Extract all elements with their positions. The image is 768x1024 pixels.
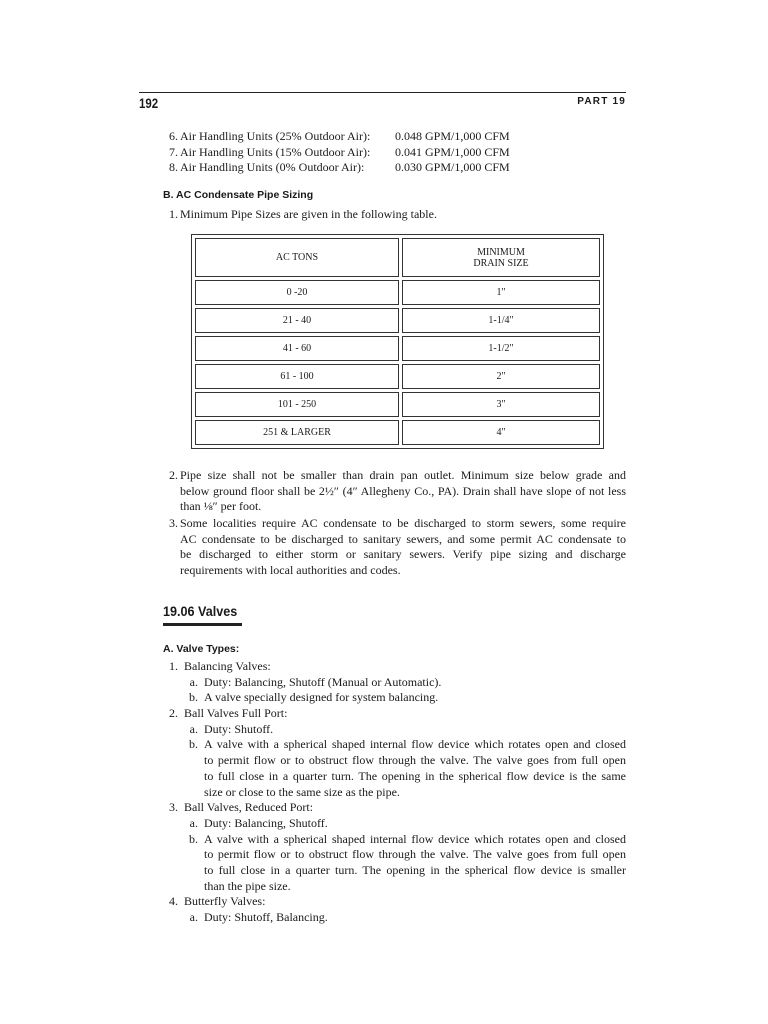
section-title: 19.06 Valves	[163, 603, 238, 619]
part-label: PART 19	[577, 96, 626, 107]
table-cell: 4"	[402, 420, 600, 445]
text-line: A valve with a spherical shaped internal flow device which rotates open and closed	[204, 831, 626, 846]
table-header-row	[195, 238, 600, 277]
table-row	[195, 420, 600, 445]
text-line: size or close to the same size as the pipe.	[204, 784, 400, 799]
table-row	[195, 280, 600, 305]
item-label: Air Handling Units (15% Outdoor Air):	[180, 144, 371, 159]
column-header: AC TONS	[195, 238, 399, 277]
text-line: be discharged to either storm or sanitary sewers. Verify pipe sizing and discharge	[180, 547, 626, 562]
table-cell: 1-1/2"	[402, 336, 600, 361]
item-value: 0.048 GPM/1,000 CFM	[395, 129, 510, 143]
text-line-row	[162, 863, 626, 879]
sub-item	[162, 675, 626, 691]
text-line: Duty: Shutoff, Balancing.	[204, 910, 328, 924]
sub-item-letter: b.	[189, 831, 198, 846]
table-cell: 2"	[402, 364, 600, 389]
table-cell: 0 -20	[195, 280, 399, 305]
item-title: Ball Valves, Reduced Port:	[184, 800, 314, 815]
table-row	[195, 364, 600, 389]
text-line: to permit flow or to obstruct flow through the valve. The valve goes from full open	[204, 847, 626, 862]
drain-size-table	[191, 234, 604, 449]
table-row	[195, 336, 600, 361]
column-header-line: DRAIN SIZE	[473, 257, 529, 269]
table-cell: 41 - 60	[195, 336, 399, 361]
item-number: 2.	[169, 706, 178, 721]
item-title: Butterfly Valves:	[184, 894, 266, 909]
item-number: 1.	[169, 659, 178, 673]
page-number: 192	[139, 95, 159, 111]
sub-item	[162, 722, 626, 738]
item-number: 7.	[169, 144, 178, 159]
sub-item-letter: a.	[189, 674, 198, 689]
table-cell: 101 - 250	[195, 392, 399, 417]
text-line: than ⅛″ per foot.	[180, 499, 262, 514]
item-text: Minimum Pipe Sizes are given in the following table.	[180, 207, 437, 221]
text-line: Duty: Shutoff.	[204, 721, 274, 736]
table-cell: 1"	[402, 280, 600, 305]
text-line: AC condensate to be discharged to sanitary sewers, and some permit AC condensate to	[180, 531, 626, 546]
text-line: Some localities require AC condensate to be discharged to storm sewers, some require	[180, 516, 626, 530]
list-item	[162, 659, 626, 675]
sub-item-letter: b.	[189, 690, 198, 705]
sub-item-letter: a.	[189, 721, 198, 736]
text-line: A valve with a spherical shaped internal flow device which rotates open and closed	[204, 737, 626, 752]
text-line: Duty: Balancing, Shutoff (Manual or Automatic).	[204, 674, 442, 689]
page-header	[139, 92, 626, 113]
item-value: 0.030 GPM/1,000 CFM	[395, 160, 510, 175]
sub-item-letter: a.	[189, 910, 198, 924]
text-line: to full close in a quarter turn. The opening in the spherical flow device is smaller	[204, 862, 626, 877]
text-line: A valve specially designed for system balancing.	[204, 690, 439, 705]
text-line: Duty: Balancing, Shutoff.	[204, 815, 328, 830]
item-title: Ball Valves Full Port:	[184, 706, 288, 721]
table-cell: 1-1/4"	[402, 308, 600, 333]
item-number: 2.	[169, 468, 178, 482]
item-number: 3.	[169, 800, 178, 815]
table-cell: 61 - 100	[195, 364, 399, 389]
item-label: Air Handling Units (0% Outdoor Air):	[180, 160, 365, 175]
text-line-row	[162, 769, 626, 785]
sub-item	[162, 832, 626, 848]
item-title: Balancing Valves:	[184, 659, 271, 673]
item-number: 8.	[169, 160, 178, 175]
table-row	[195, 308, 600, 333]
sub-item	[162, 737, 626, 753]
table-cell: 3"	[402, 392, 600, 417]
text-line: requirements with local authorities and codes.	[180, 563, 401, 578]
list-item	[162, 800, 626, 816]
text-line-row	[162, 785, 626, 801]
text-line-row	[162, 879, 626, 895]
sub-item	[162, 910, 626, 926]
sub-item	[162, 816, 626, 832]
text-line: below ground floor shall be 2½″ (4″ Allegheny Co., PA). Drain shall have slope of not less	[180, 483, 626, 498]
table-cell: 21 - 40	[195, 308, 399, 333]
table-cell: 251 & LARGER	[195, 420, 399, 445]
text-line-row	[162, 847, 626, 863]
table-row	[195, 392, 600, 417]
sub-item-letter: b.	[189, 737, 198, 752]
text-line: to full close in a quarter turn. The opening in the spherical flow device is the same	[204, 768, 626, 783]
item-number: 3.	[169, 516, 178, 530]
list-item	[162, 894, 626, 910]
section-b-heading: B. AC Condensate Pipe Sizing	[163, 189, 314, 201]
section-title-underline	[163, 623, 242, 626]
text-line: to permit flow or to obstruct flow through the valve. The valve goes from full open	[204, 753, 626, 768]
text-line: than the pipe size.	[204, 878, 291, 893]
sub-item-letter: a.	[189, 815, 198, 830]
item-number: 4.	[169, 894, 178, 909]
valve-types-heading: A. Valve Types:	[163, 643, 240, 655]
text-line-row	[162, 753, 626, 769]
text-line: Pipe size shall not be smaller than drain pan outlet. Minimum size below grade and	[180, 468, 626, 482]
item-number: 1.	[169, 207, 178, 221]
list-item	[162, 706, 626, 722]
sub-item	[162, 690, 626, 706]
item-number: 6.	[169, 129, 178, 143]
valve-types-list	[162, 659, 626, 926]
item-value: 0.041 GPM/1,000 CFM	[395, 144, 510, 159]
column-header-line: MINIMUM	[477, 246, 525, 258]
item-label: Air Handling Units (25% Outdoor Air):	[180, 129, 371, 143]
column-header	[402, 238, 600, 277]
